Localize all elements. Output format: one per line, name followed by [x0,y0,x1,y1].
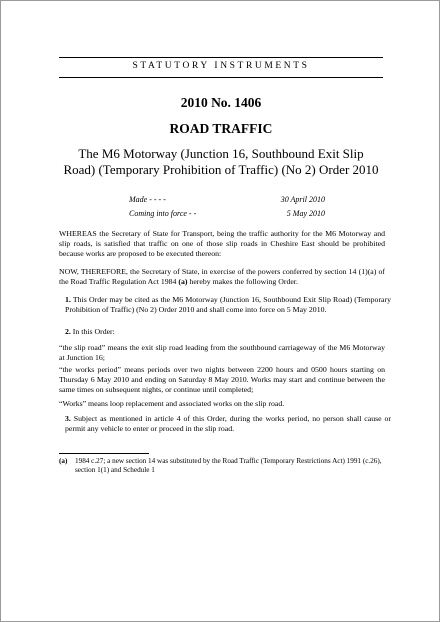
article-3 [59,414,391,434]
whereas-paragraph: WHEREAS the Secretary of State for Transport, being the traffic authority for the M6 Motorway and slip roads, is satisfied that traffic on one of those slip roads in Cheshire East should be prohibited because works are proposed to be executed thereon: [59,229,385,258]
article-2-number: 2. [65,327,71,336]
article-1-text: This Order may be cited as the M6 Motorway (Junction 16, Southbound Exit Slip Road) (Temporary Prohibition of Traffic) (No 2) Order 2010 and shall come into force on 5 May 2010. [65,295,391,314]
article-3-number: 3. [65,414,71,423]
footnote-rule [59,453,149,454]
article-2 [59,327,391,337]
in-force-label: Coming into force - - [129,209,197,218]
article-1-number: 1. [65,295,71,304]
made-label: Made - - - - [129,195,166,204]
footnote-ref: (a) [178,277,188,286]
top-rule [59,57,383,58]
enacting-text-b: hereby makes the following Order. [187,277,298,286]
definition-works: “Works” means loop replacement and associated works on the slip road. [59,399,285,408]
instrument-number: 2010 No. 1406 [180,95,262,110]
footnote-text: 1984 c.27; a new section 14 was substituted by the Road Traffic (Temporary Restrictions Act) 1991 (c.26), section 1(1) and Schedule 1 [75,457,382,474]
dates-table [129,195,325,223]
in-force-value: 5 May 2010 [286,209,325,218]
article-1 [59,295,391,315]
series-rule [59,77,383,78]
definition-slip-road: “the slip road” means the exit slip road leading from the southbound carriageway of the M6 Motorway at Junction 16; [59,343,385,362]
series-heading: STATUTORY INSTRUMENTS [132,61,310,71]
definition-works-period: “the works period” means periods over two nights between 2200 hours and 0500 hours starting on Thursday 6 May 2010 and ending on Saturday 8 May 2010. Works may start and continue between the same times on subsequent nights, or continue until completed; [59,365,385,394]
in-force-date-row [129,209,325,223]
footnote [59,457,385,475]
article-3-text: Subject as mentioned in article 4 of this Order, during the works period, no person shall cause or permit any vehicle to enter or proceed in the slip road. [65,414,391,433]
order-title: The M6 Motorway (Junction 16, Southbound Exit Slip Road) (Temporary Prohibition of Traffic) (No 2) Order 2010 [63,146,379,177]
made-date-row [129,195,325,209]
enacting-text-a: NOW, THEREFORE, the Secretary of State, in exercise of the powers conferred by section 14 (1)(a) of the Road Traffic Regulation Act 1984 [59,267,385,286]
enacting-paragraph [59,267,385,287]
subject-heading: ROAD TRAFFIC [169,121,273,136]
made-value: 30 April 2010 [280,195,325,204]
footnote-mark: (a) [59,457,68,465]
article-2-text: In this Order: [70,327,115,336]
